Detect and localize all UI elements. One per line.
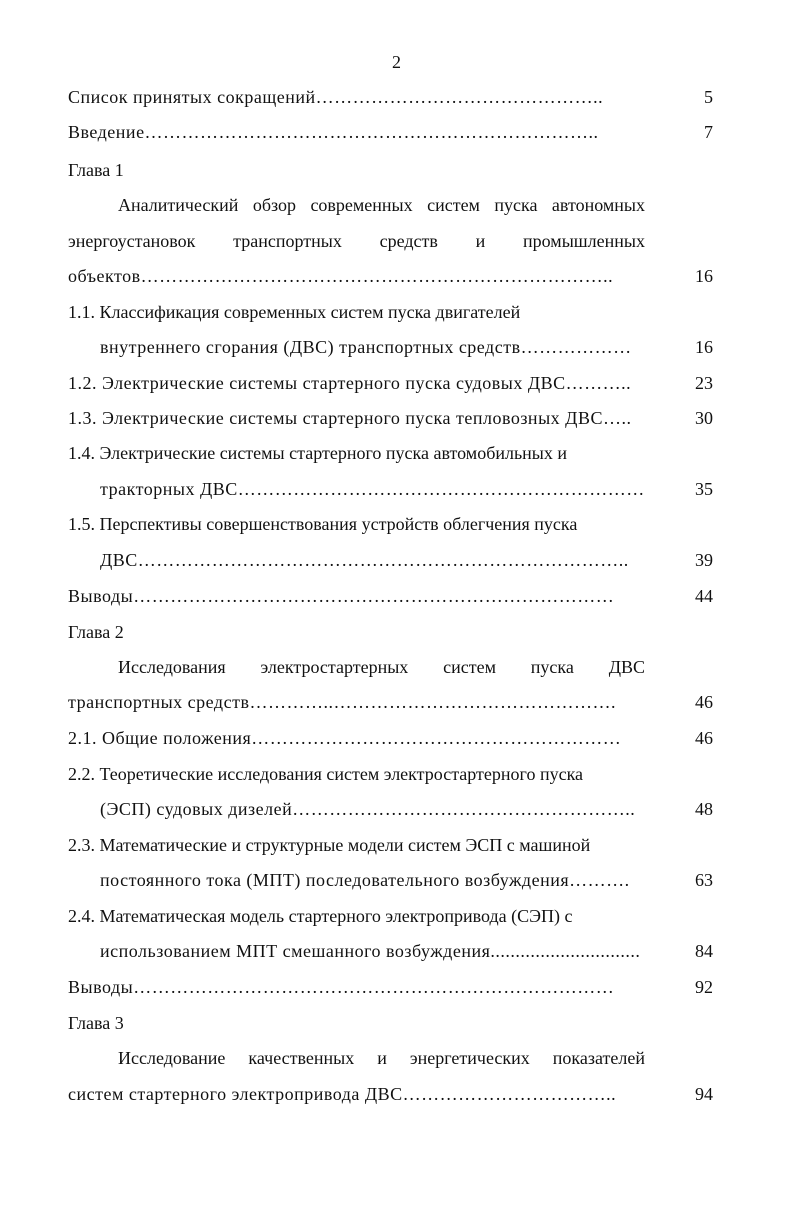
- chapter-1-title-line-2: [68, 228, 645, 254]
- toc-entry-text: постоянного тока (МПТ) последовательного возбуждения……….: [100, 870, 630, 890]
- toc-entry-text: 1.1. Классификация современных систем пуска двигателей: [68, 302, 521, 322]
- toc-entry-text: тракторных ДВС…………………………………………………………: [100, 479, 645, 499]
- word: автономных: [551, 195, 645, 215]
- toc-entry-abbreviations[interactable]: [68, 84, 713, 110]
- word: электростартерных: [260, 657, 409, 677]
- word: обзор: [252, 195, 296, 215]
- toc-entry-chapter-2[interactable]: [68, 689, 713, 715]
- toc-page-number: 44: [695, 586, 713, 606]
- toc-entry-text: 2.2. Теоретические исследования систем электростартерного пуска: [68, 764, 584, 784]
- chapter-3-title-line-1: [118, 1045, 645, 1071]
- toc-entry-text: систем стартерного электропривода ДВС……………………………..: [68, 1084, 617, 1104]
- word: качественных: [248, 1048, 355, 1068]
- toc-entry-1-5-line-1[interactable]: [68, 511, 713, 537]
- toc-entry-1-4-line-1[interactable]: [68, 440, 713, 466]
- chapter-2-label: [68, 619, 713, 645]
- chapter-1-title-line-1: [118, 192, 645, 218]
- toc-page-number: 92: [695, 977, 713, 997]
- toc-page-number: 7: [704, 122, 713, 142]
- chapter-3-label: [68, 1010, 713, 1036]
- toc-page-number: 46: [695, 692, 713, 712]
- toc-page-number: 23: [695, 373, 713, 393]
- word: и: [377, 1048, 387, 1068]
- toc-entry-1-1-line-1[interactable]: [68, 299, 713, 325]
- word: пуска: [530, 657, 574, 677]
- toc-entry-chapter-1[interactable]: [68, 263, 713, 289]
- toc-entry-2-2-line-2[interactable]: [100, 796, 713, 822]
- toc-entry-2-1[interactable]: [68, 725, 713, 751]
- toc-entry-text: 1.3. Электрические системы стартерного пуска тепловозных ДВС…..: [68, 408, 632, 428]
- toc-page-number: 30: [695, 408, 713, 428]
- toc-entry-text: 1.5. Перспективы совершенствования устройств облегчения пуска: [68, 514, 578, 534]
- toc-entry-1-1-line-2[interactable]: [100, 334, 713, 360]
- toc-page-number: 16: [695, 337, 713, 357]
- toc-entry-1-5-line-2[interactable]: [100, 547, 713, 573]
- word: энергоустановок: [68, 231, 196, 251]
- word: показателей: [552, 1048, 645, 1068]
- toc-entry-2-4-line-1[interactable]: [68, 903, 713, 929]
- word: промышленных: [523, 231, 645, 251]
- chapter-label-text: Глава 3: [68, 1013, 124, 1033]
- toc-entry-chapter-3[interactable]: [68, 1081, 713, 1107]
- toc-entry-1-2[interactable]: [68, 370, 713, 396]
- toc-page-number: 35: [695, 479, 713, 499]
- chapter-1-label: [68, 157, 713, 183]
- toc-entry-text: 1.2. Электрические системы стартерного пуска судовых ДВС………..: [68, 373, 632, 393]
- toc-page-number: 5: [704, 87, 713, 107]
- toc-entry-conclusions-2[interactable]: [68, 974, 713, 1000]
- toc-entry-text: 1.4. Электрические системы стартерного пуска автомобильных и: [68, 443, 568, 463]
- page-number: 2: [392, 52, 401, 72]
- toc-entry-text: объектов…………………………………………………………………..: [68, 266, 614, 286]
- word: Исследования: [118, 657, 226, 677]
- word: систем: [427, 195, 480, 215]
- toc-entry-text: (ЭСП) судовых дизелей………………………………………………..: [100, 799, 636, 819]
- toc-page-number: 63: [695, 870, 713, 890]
- toc-entry-text: Введение………………………………………………………………..: [68, 122, 599, 142]
- toc-entry-text: Выводы……………………………………………………………………: [68, 977, 615, 997]
- chapter-2-title-line-1: [118, 654, 645, 680]
- chapter-label-text: Глава 1: [68, 160, 124, 180]
- word: и: [475, 231, 486, 251]
- word: ДВС: [608, 657, 645, 677]
- toc-page-number: 16: [695, 266, 713, 286]
- word: Исследование: [118, 1048, 226, 1068]
- toc-entry-text: 2.3. Математические и структурные модели систем ЭСП с машиной: [68, 835, 591, 855]
- toc-entry-text: использованием МПТ смешанного возбуждения..............................: [100, 941, 641, 961]
- word: систем: [443, 657, 496, 677]
- word: Аналитический: [118, 195, 239, 215]
- toc-entry-1-4-line-2[interactable]: [100, 476, 713, 502]
- toc-entry-2-3-line-2[interactable]: [100, 867, 713, 893]
- toc-entry-text: ДВС……………………………………………………………………..: [100, 550, 629, 570]
- toc-page-number: 48: [695, 799, 713, 819]
- word: транспортных: [233, 231, 342, 251]
- toc-entry-conclusions-1[interactable]: [68, 583, 713, 609]
- toc-entry-1-3[interactable]: [68, 405, 713, 431]
- toc-entry-2-3-line-1[interactable]: [68, 832, 713, 858]
- chapter-label-text: Глава 2: [68, 622, 124, 642]
- word: энергетических: [409, 1048, 530, 1068]
- toc-entry-text: 2.1. Общие положения……………………………………………………: [68, 728, 622, 748]
- toc-entry-text: внутреннего сгорания (ДВС) транспортных средств………………: [100, 337, 632, 357]
- toc-entry-2-2-line-1[interactable]: [68, 761, 713, 787]
- toc-page-number: 94: [695, 1084, 713, 1104]
- toc-entry-text: транспортных средств…………..……………………………………….: [68, 692, 616, 712]
- toc-entry-text: Выводы……………………………………………………………………: [68, 586, 615, 606]
- toc-page-number: 84: [695, 941, 713, 961]
- word: пуска: [494, 195, 538, 215]
- toc-entry-text: 2.4. Математическая модель стартерного электропривода (СЭП) с: [68, 906, 573, 926]
- toc-entry-text: Список принятых сокращений………………………………………..: [68, 87, 604, 107]
- toc-entry-2-4-line-2[interactable]: [100, 938, 713, 964]
- word: средств: [379, 231, 438, 251]
- toc-page-number: 39: [695, 550, 713, 570]
- toc-page-number: 46: [695, 728, 713, 748]
- toc-entry-introduction[interactable]: [68, 119, 713, 145]
- word: современных: [310, 195, 413, 215]
